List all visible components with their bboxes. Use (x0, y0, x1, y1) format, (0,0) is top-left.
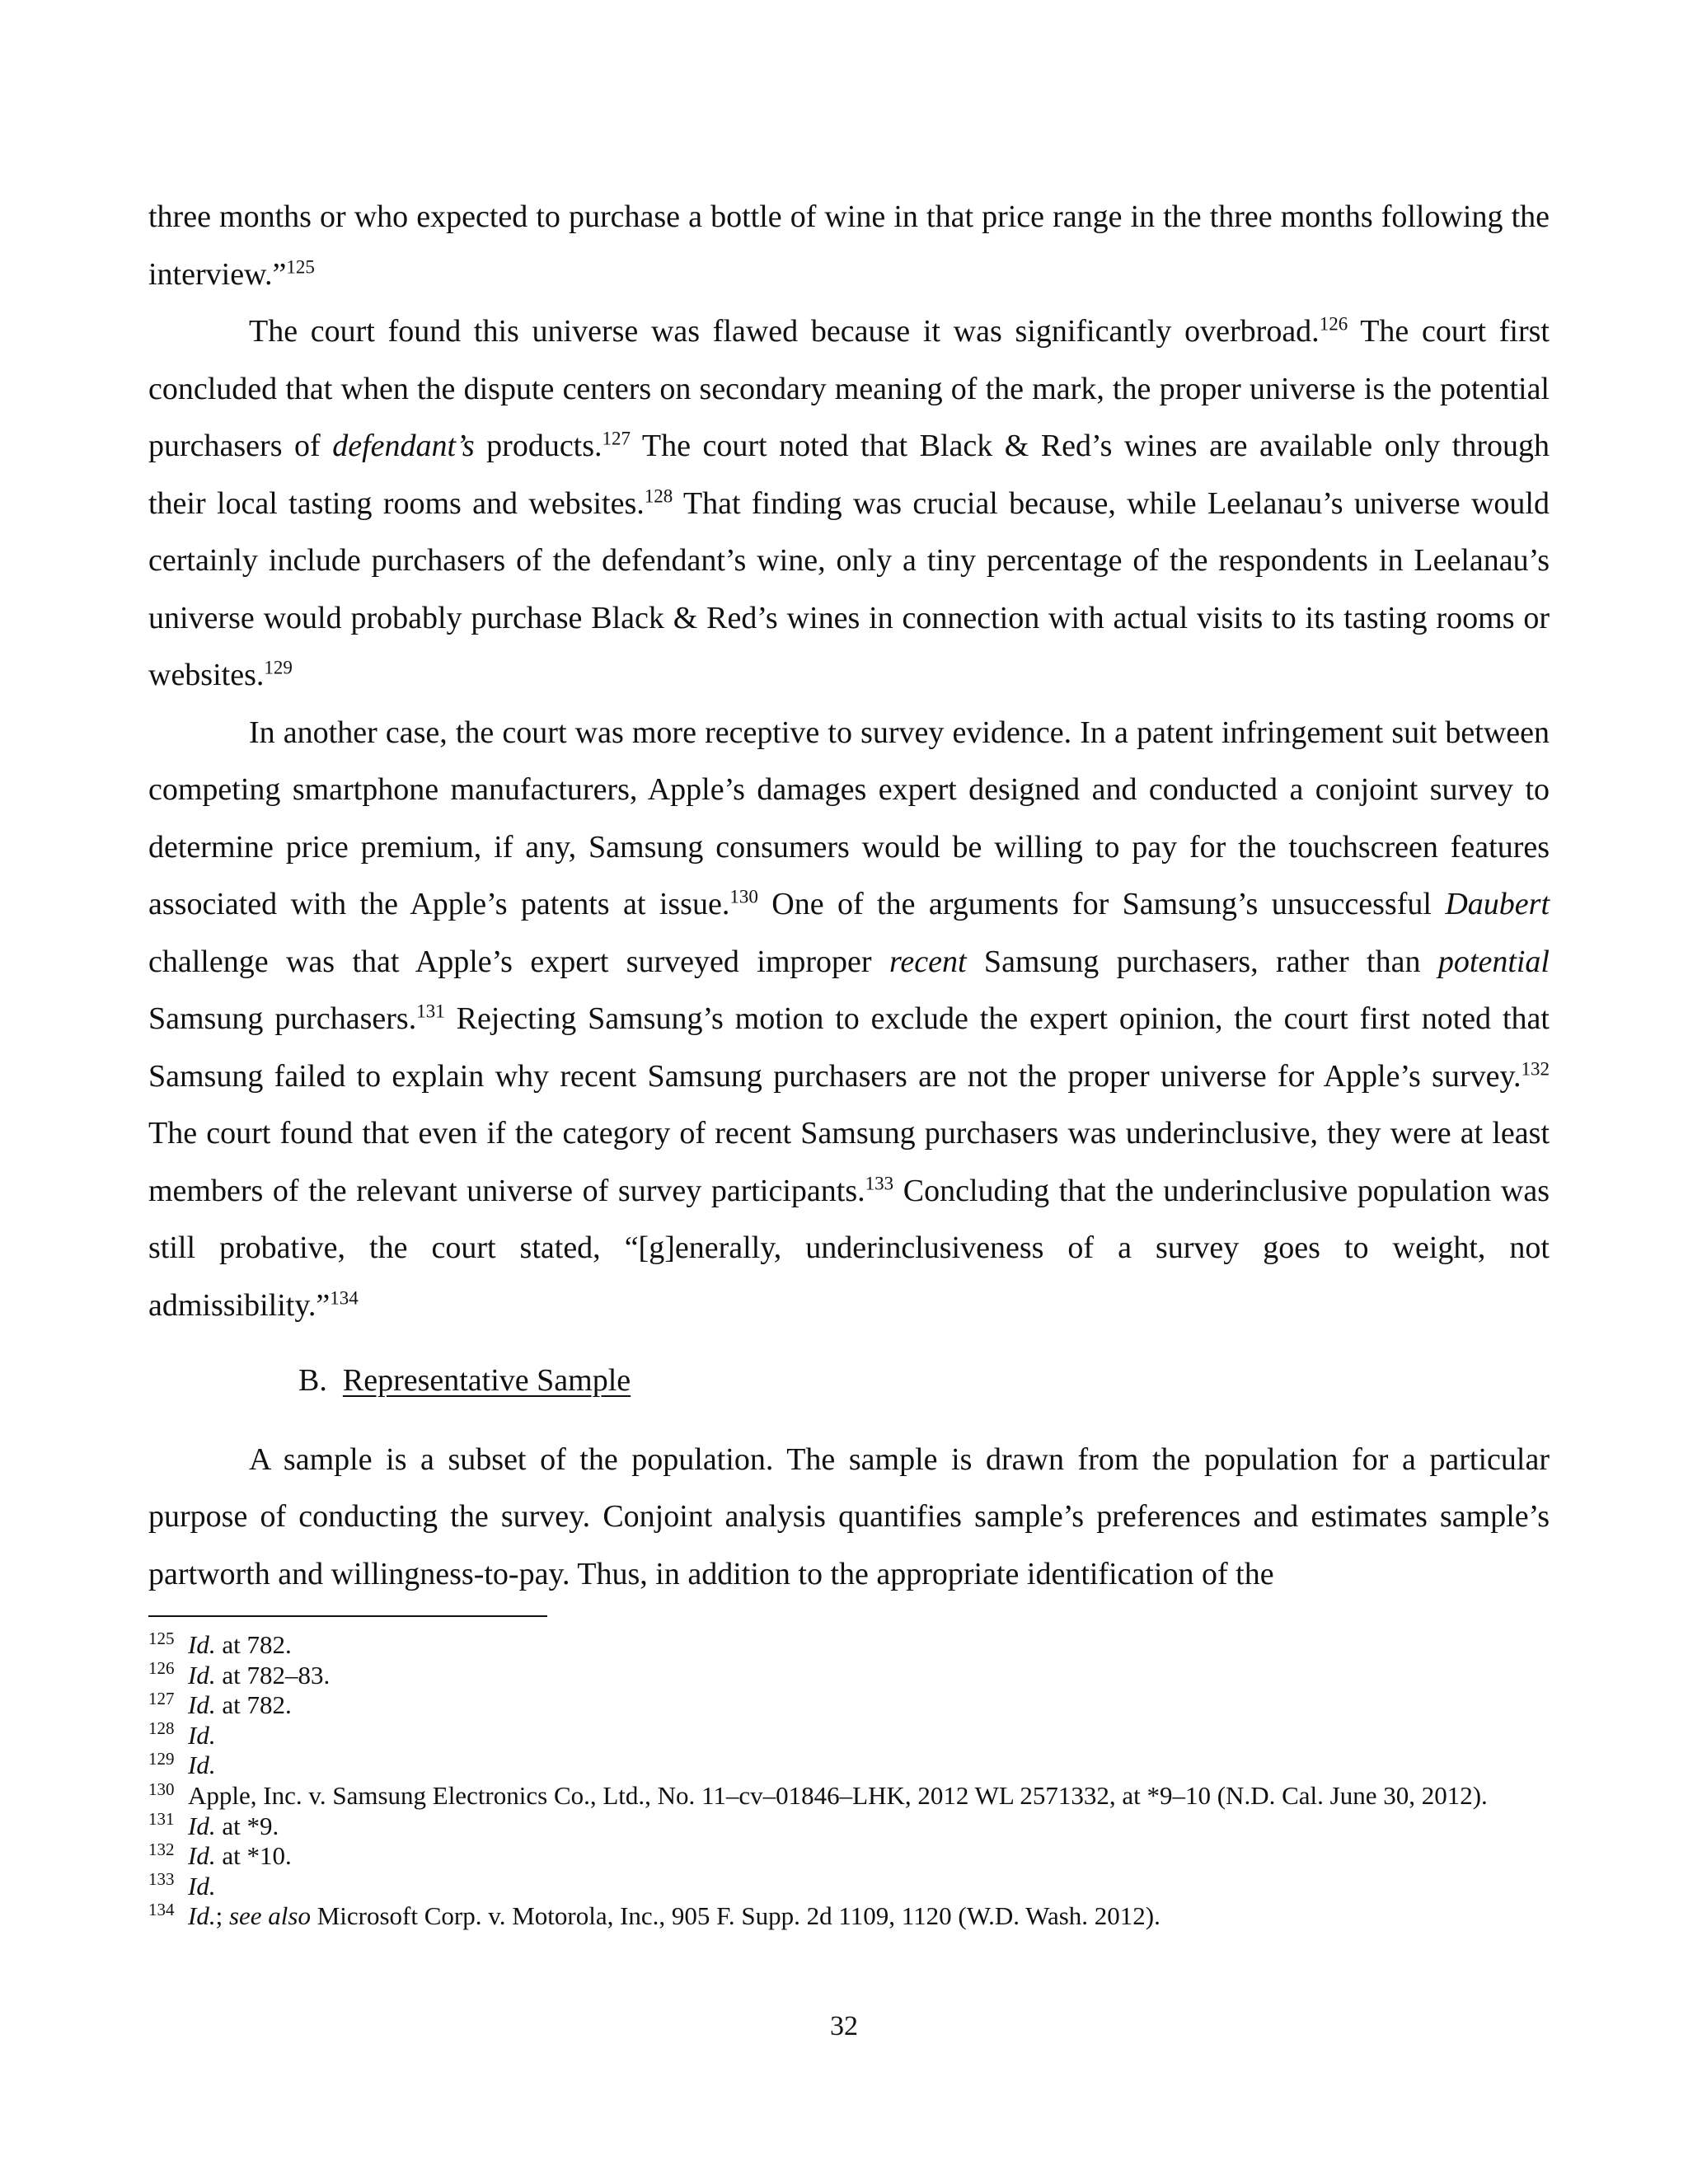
text-run: Rejecting Samsung’s motion to exclude the expert opinion, the court first noted that Samsung failed to explain why recent Samsung purchasers are not the proper universe for Apple’s survey. (148, 1001, 1550, 1094)
italic-text: recent (889, 944, 967, 979)
text-run: Samsung purchasers. (148, 1001, 417, 1036)
text-run: Concluding that the underinclusive population was still probative, the court stated, “[g]enerally, underinclusiveness of a survey goes to weight, not admissibility.” (148, 1173, 1550, 1323)
italic-text: Id. (188, 1871, 216, 1900)
text-run: In another case, the court was more receptive to survey evidence. In a patent infringement suit between competing smartphone manufacturers, Apple’s damages expert designed and conducted a conjoint survey to determine price premium, if any, Samsung consumers would be willing to pay for the touchscreen features associated with the Apple’s patents at issue. (148, 715, 1550, 921)
text-run: The court found that even if the category of recent Samsung purchasers was underinclusive, they were at least members of the relevant universe of survey participants. (148, 1116, 1550, 1208)
footnote-reference: 127 (602, 428, 631, 449)
italic-text: Id. (188, 1811, 216, 1840)
footnote-reference: 132 (1521, 1057, 1550, 1079)
italic-text: Id. (188, 1841, 216, 1871)
italic-text: Id. (188, 1690, 216, 1720)
text-run: The court found this universe was flawed because it was significantly overbroad. (249, 314, 1320, 349)
footnotes (148, 1630, 1550, 1932)
section-label: B. (298, 1363, 327, 1398)
text-run: Apple, Inc. v. Samsung Electronics Co., Ltd., No. 11–cv–01846–LHK, 2012 WL 2571332, at *9–10 (N.D. Cal. June 30, 2012). (188, 1780, 1488, 1810)
italic-text: Id. (188, 1660, 216, 1690)
footnote-item: 125 Id. at 782. (148, 1628, 292, 1659)
footnote-reference: 129 (264, 657, 293, 678)
footnote-item: 134 Id.; see also Microsoft Corp. v. Motorola, Inc., 905 F. Supp. 2d 1109, 1120 (W.D. Wash. 2012). (148, 1900, 1160, 1931)
italic-text: potential (1437, 944, 1550, 979)
footnote-reference: 131 (416, 1001, 445, 1022)
text-run: products. (474, 429, 603, 463)
footnote-reference: 128 (644, 485, 673, 506)
text-run: That finding was crucial because, while Leelanau’s universe would certainly include purchasers of the defendant’s wine, only a tiny percentage of the respondents in Leelanau’s universe would probably purchase Black & Red’s wines in connection with actual visits to its tasting rooms or websites. (148, 485, 1550, 692)
footnote-item: 129 Id. (148, 1749, 216, 1780)
page-number: 32 (830, 2011, 858, 2041)
text-run: at *10. (215, 1841, 292, 1871)
text-run: A sample is a subset of the population. The sample is drawn from the population for a particular purpose of conducting the survey. Conjoint analysis quantifies sample’s preferences and estimates sample’s partworth and willingness-to-pay. Thus, in addition to the appropriate identification of the (148, 1441, 1550, 1591)
text-run: at *9. (215, 1811, 279, 1840)
footnote-item: 128 Id. (148, 1718, 216, 1750)
body-text (148, 189, 1550, 1603)
italic-text: Id. (188, 1630, 216, 1659)
footnote-item: 126 Id. at 782–83. (148, 1658, 331, 1690)
text-run: at 782–83. (215, 1660, 331, 1690)
text-run: Microsoft Corp. v. Motorola, Inc., 905 F. Supp. 2d 1109, 1120 (W.D. Wash. 2012). (310, 1901, 1160, 1931)
text-run: The court noted that Black & Red’s wines are available only through their local tasting rooms and websites. (148, 429, 1550, 521)
text-run: Samsung purchasers, rather than (966, 944, 1438, 979)
paragraph-after-heading (148, 1432, 1550, 1604)
paragraphs-before-heading (148, 189, 1550, 1334)
footnote-reference: 134 (330, 1286, 359, 1308)
footnote-item: 127 Id. at 782. (148, 1688, 292, 1720)
text-run: ; (215, 1901, 229, 1931)
section-title: Representative Sample (342, 1363, 631, 1398)
italic-text: Daubert (1445, 887, 1550, 921)
footnote-item: 130 Apple, Inc. v. Samsung Electronics Co., Ltd., No. 11–cv–01846–LHK, 2012 WL 2571332, at *9–10 (N.D. Cal. June 30, 2012). (148, 1779, 1488, 1810)
italic-text: Id. (188, 1901, 216, 1931)
footnote-separator (148, 1615, 547, 1617)
italic-text: see also (228, 1901, 311, 1931)
text-run: at 782. (215, 1690, 292, 1720)
body-paragraph (148, 1432, 1550, 1604)
text-run: One of the arguments for Samsung’s unsuccessful (757, 887, 1446, 921)
footnote-item: 131 Id. at *9. (148, 1809, 279, 1840)
body-paragraph (148, 705, 1550, 1335)
text-run: challenge was that Apple’s expert surveyed improper (148, 944, 889, 979)
italic-text: Id. (188, 1720, 216, 1750)
italic-text: Id. (188, 1750, 216, 1780)
text-run: The court first concluded that when the dispute centers on secondary meaning of the mark, the proper universe is the potential purchasers of (148, 314, 1550, 463)
footnote-reference: 126 (1319, 313, 1348, 335)
footnote-item: 132 Id. at *10. (148, 1839, 292, 1871)
footnote-reference: 125 (286, 255, 315, 277)
text-run: three months or who expected to purchase a bottle of wine in that price range in the three months following the interview.” (148, 199, 1550, 292)
body-paragraph (148, 189, 1550, 303)
italic-text: defendant’s (332, 429, 475, 463)
footnote-item: 133 Id. (148, 1869, 216, 1900)
footnote-reference: 130 (729, 886, 758, 907)
text-run: at 782. (215, 1630, 292, 1659)
body-paragraph (148, 303, 1550, 705)
footnote-reference: 133 (865, 1172, 894, 1193)
section-heading (148, 1352, 1550, 1410)
